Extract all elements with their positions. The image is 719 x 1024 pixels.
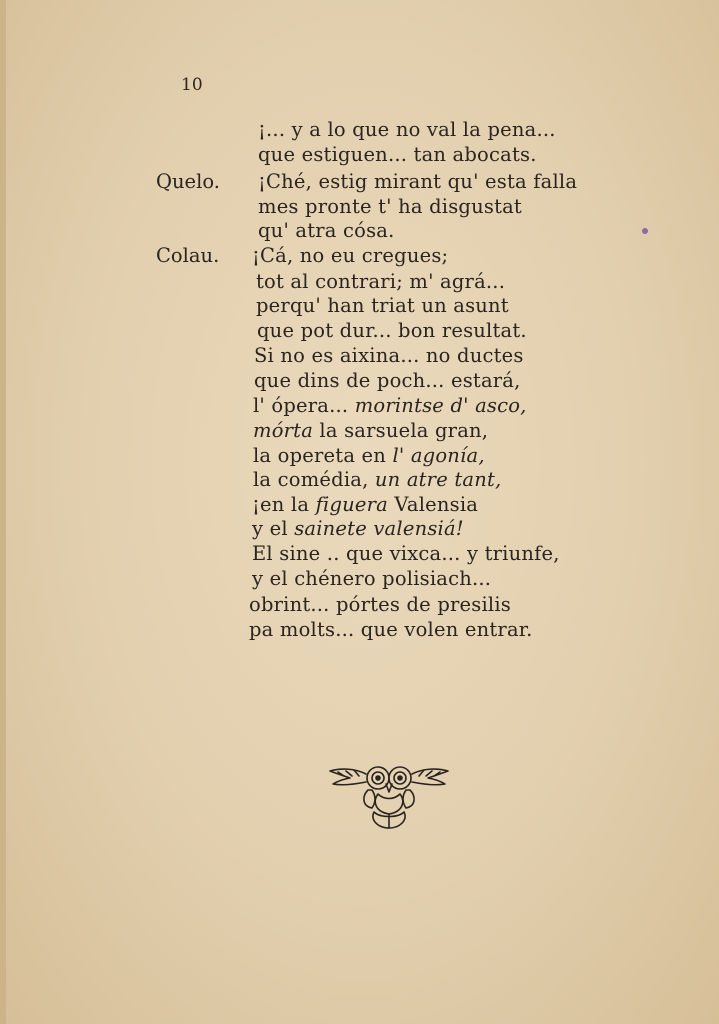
verse-segment: ¡en la <box>252 493 310 516</box>
verse-line <box>253 468 501 491</box>
verse-line: y el chénero polisiach... <box>252 567 492 590</box>
verse-italic-segment: figuera <box>315 493 388 516</box>
verse-line: El sine .. que vixca... y triunfe, <box>252 542 560 565</box>
verse-line: que estiguen... tan abocats. <box>258 143 537 166</box>
verse-line: tot al contrari; m' agrá... <box>256 270 506 293</box>
verse-segment: Valensia <box>394 493 479 516</box>
verse-line: que pot dur... bon resultat. <box>257 319 527 342</box>
verse-italic-segment: un atre tant, <box>374 468 502 491</box>
verse-line: Si no es aixina... no ductes <box>254 344 524 367</box>
verse-line: ¡... y a lo que no val la pena... <box>258 118 556 141</box>
verse-line: ¡Cá, no eu cregues; <box>252 244 449 267</box>
verse-line: pa molts... que volen entrar. <box>249 618 533 641</box>
paper-stain <box>642 228 648 234</box>
page-number: 10 <box>181 75 203 95</box>
speaker-quelo: Quelo. <box>156 170 220 193</box>
verse-line <box>253 419 488 442</box>
verse-line <box>253 394 527 417</box>
owl-ornament-icon <box>328 762 450 830</box>
verse-italic-segment: sainete valensiá! <box>294 517 464 540</box>
verse-segment: la opereta en <box>253 444 387 467</box>
speaker-colau: Colau. <box>156 244 220 267</box>
verse-line: perqu' han triat un asunt <box>256 294 509 317</box>
verse-line <box>252 493 478 516</box>
verse-italic-segment: mórta <box>253 419 314 442</box>
verse-italic-segment: morintse d' asco, <box>354 394 527 417</box>
verse-line <box>253 444 485 467</box>
verse-line: mes pronte t' ha disgustat <box>258 195 522 218</box>
verse-line: que dins de poch... estará, <box>254 369 521 392</box>
verse-segment: la comédia, <box>253 468 369 491</box>
verse-italic-segment: l' agonía, <box>392 444 485 467</box>
verse-line: ¡Ché, estig mirant qu' esta falla <box>258 170 578 193</box>
verse-line <box>252 517 464 540</box>
verse-segment: y el <box>252 517 288 540</box>
verse-segment: la sarsuela gran, <box>319 419 489 442</box>
verse-segment: l' ópera... <box>253 394 349 417</box>
verse-line: qu' atra cósa. <box>258 219 395 242</box>
verse-line: obrint... pórtes de presilis <box>249 593 511 616</box>
